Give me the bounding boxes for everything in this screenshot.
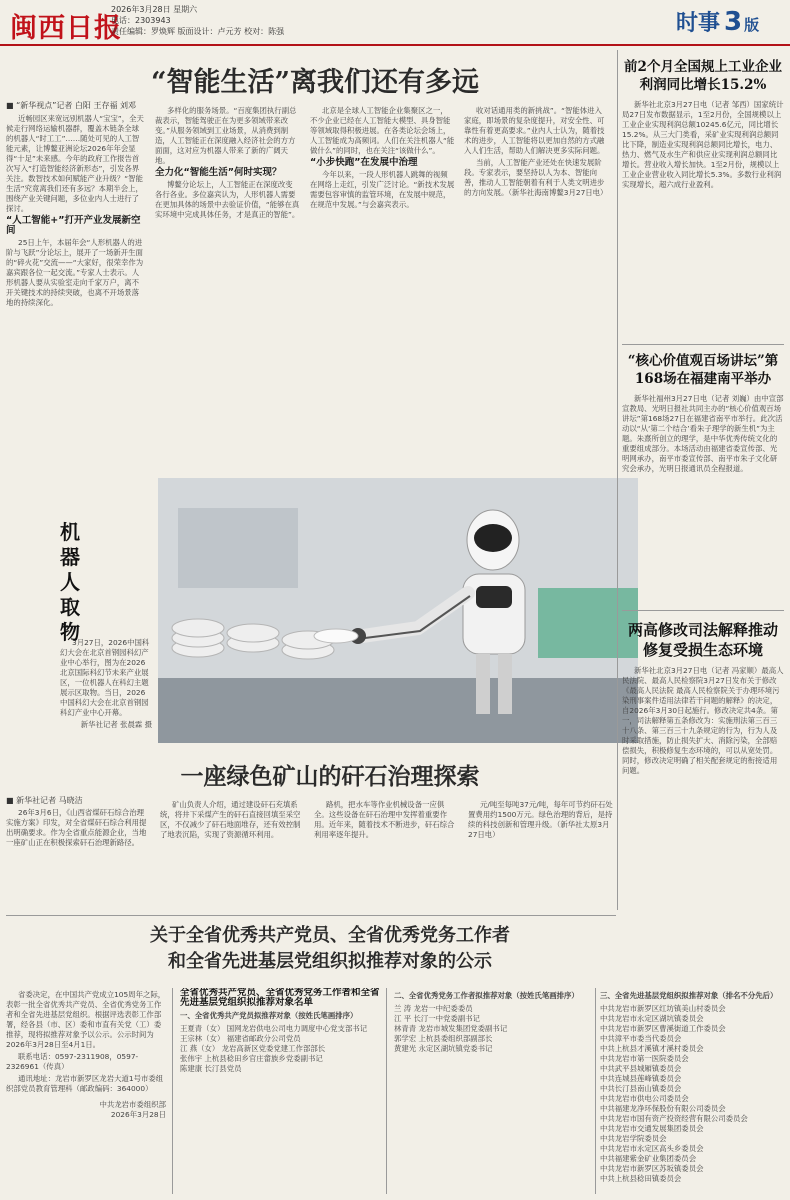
main-column-2: [155, 106, 300, 472]
robot-photo: [158, 478, 638, 743]
side3-headline: 两高修改司法解释推动修复受损生态环境: [627, 621, 778, 659]
divider: [6, 915, 616, 916]
list-item: 中共长汀县南山镇委员会: [600, 1084, 682, 1093]
notice-title-line-2: 和全省先进基层党组织拟推荐对象的公示: [168, 951, 492, 972]
list-item: 林青青 龙岩市城发集团党委副书记: [394, 1024, 508, 1033]
org-list: [600, 1004, 785, 1184]
main-column-1: [6, 114, 146, 472]
list-item: 黄建光 永定区湖坑镇党委书记: [394, 1044, 493, 1053]
notice-section-1: 一、全省优秀共产党员拟推荐对象（按姓氏笔画排序）: [180, 1011, 358, 1020]
main-byline: ■ “新华视点”记者 白阳 王存福 刘邓: [6, 101, 137, 110]
main-headline: “智能生活”离我们还有多远: [150, 67, 480, 98]
mine-paragraph: 矿山负责人介绍，通过建设矸石充填系统，将井下采煤产生的矸石直接回填至采空区，不仅减少了矸石地面堆存，还有效控制了地表沉陷，实现了资源循环利用。: [160, 800, 301, 839]
list-item: 中共武平县城厢镇委员会: [600, 1064, 682, 1073]
list-item: 张伟宇 上杭县稔田乡官庄畲族乡党委副书记: [180, 1054, 323, 1063]
divider: [386, 988, 387, 1194]
photo-vertical-title: 机器人取物: [60, 520, 80, 644]
list-item: 中共上杭县稔田镇委员会: [600, 1174, 682, 1183]
notice-intro: 省委决定，在中国共产党成立105周年之际，表彰一批全省优秀共产党员、全省优秀党务工作者和全省先进基层党组织。根据评选表彰工作部署，经各县（市、区）委和市直有关党（工）委推荐，现将拟推荐对象予以公示。公示时间为2026年3月28日至4月1日。: [6, 990, 166, 1049]
notice-signature-date: 2026年3月28日: [110, 1110, 166, 1119]
main-subhead-2: 全力化“智能生活”何时实现？: [155, 167, 282, 178]
main-subhead-1: “人工智能+”打开产业发展新空间: [6, 215, 141, 236]
notice-title-line-1: 关于全省优秀共产党员、全省优秀党务工作者: [150, 925, 510, 946]
notice-headline: [40, 923, 620, 975]
list-item: 中共连城县莲峰镇委员会: [600, 1074, 682, 1083]
list-item: 兰 涛 龙岩一中纪委委员: [394, 1004, 473, 1013]
photo-caption-box: [60, 638, 152, 743]
mine-paragraph: 元/吨至每吨37元/吨，每年可节约矸石处置费用约1500万元。绿色治理的背后，是持续的科技创新和管理升级。（新华社太原3月27日电）: [468, 800, 613, 839]
member-list-1: [180, 1024, 380, 1074]
main-paragraph: 收对话通用类的新挑战”。“智能体进入家庭，即场景的复杂度提升，对安全性、可靠性有着更高要求。”业内人士认为，随着技术的进步，人工智能将以更加自然的方式融入人们生活，帮助人们解决更多实际问题。: [464, 106, 605, 155]
side1-paragraph: 新华社北京3月27日电（记者 邹西）国家统计局27日发布数据显示，1至2月份，全国规模以上工业企业实现利润总额10245.6亿元，同比增长15.2%。从三大门类看，采矿业实现利润总额同比下降，制造业实现利润总额同比增长，电力、热力、燃气及水生产和供应业实现利润总额同比增长。营业收入增长加快。1至2月份，规模以上工业企业营业收入同比增长5.3%。多数行业利润实现增长，超六成行业盈利。: [622, 100, 784, 189]
notice-contact: 联系电话：0597-2311908，0597-2326961（传真）: [6, 1052, 139, 1071]
issue-date: 2026年3月28日 星期六: [111, 5, 198, 14]
main-paragraph: 当前，人工智能产业还处在快速发展阶段。专家表示，要坚持以人为本、智能向善，推动人工智能朝着有利于人类文明进步的方向发展。（新华社海南博鳌3月27日电）: [464, 158, 608, 197]
main-paragraph: 25日上午，本届年会“人形机器人的进阶与飞跃”分论坛上，展开了一场新开生面的“碎火花”交流——“大家好，很荣幸作为嘉宾跟各位一起交流。”专家人士表示。人形机器人要从实验室走向千家万户，离不开关键技术的持续突破，也离不开场景落地的持续深化。: [6, 238, 144, 307]
list-item: 中共龙岩市新罗区苏坂镇委员会: [600, 1164, 704, 1173]
side3-body: [622, 666, 784, 910]
list-item: 中共龙岩市第一医院委员会: [600, 1054, 689, 1063]
page-suffix: 版: [744, 16, 760, 34]
page-section: [676, 6, 759, 37]
list-item: 王宗林（女） 福建省邮政分公司党员: [180, 1034, 301, 1043]
side3-paragraph: 新华社北京3月27日电（记者 冯家顺）最高人民法院、最高人民检察院3月27日发布关于修改《最高人民法院 最高人民检察院关于办理环境污染刑事案件适用法律若干问题的解释》的决定，自2026年3月30日起施行。修改决定共4条。第一，司法解释第五条修改为：实施刑法第三百三十八条、第三百三十九条规定的行为，行为人及时采取措施，防止损失扩大、消除污染，全部赔偿损失，积极修复生态环境的，可以从宽处罚。同时，修改决定明确了相关配套规定的衔接适用问题。: [622, 666, 784, 775]
list-item: 中共福建龙净环保股份有限公司委员会: [600, 1104, 726, 1113]
list-item: 中共福建紫金矿业集团委员会: [600, 1154, 697, 1163]
list-item: 中共龙岩市新罗区曹溪街道工作委员会: [600, 1024, 726, 1033]
editor-credits: 责任编辑：罗焕辉 版面设计：卢元芳 校对：陈强: [111, 27, 285, 36]
notice-list-column-2: [394, 988, 590, 1194]
masthead: [0, 0, 790, 46]
side2-headline: “核心价值观百场讲坛”第168场在福建南平举办: [627, 353, 779, 387]
section-name: 时事: [676, 11, 721, 36]
photo-credit: 新华社记者 张晨霖 摄: [80, 720, 152, 729]
page-number: 3: [724, 7, 743, 37]
masthead-info: [111, 4, 284, 37]
list-item: 中共龙岩市供电公司委员会: [600, 1094, 689, 1103]
list-item: 中共龙岩市永定区湖坑镇委员会: [600, 1014, 704, 1023]
divider: [595, 988, 596, 1194]
list-item: 中共龙岩市新罗区红坊镇美山村委员会: [600, 1004, 726, 1013]
notice-section-3: 三、全省先进基层党组织拟推荐对象（排名不分先后）: [600, 991, 778, 1000]
notice-intro-column: [6, 990, 166, 1195]
notice-list-heading: 全省优秀共产党员、全省优秀党务工作者和全省先进基层党组织拟推荐对象名单: [180, 988, 380, 1008]
divider: [622, 344, 784, 345]
side2-paragraph: 新华社福州3月27日电（记者 刘巍）由中宣部宣教局、光明日报社共同主办的“核心价值观百场讲坛”第168场27日在福建省南平市举行。此次活动以“从‘第二个结合’看朱子理学的新生机”为主题。朱熹所创立的理学，是中华优秀传统文化的重要组成部分。本场活动由福建省委宣传部、光明网承办，南平市委宣传部、南平市朱子文化研究会承办，光明日报通讯员全程报道。: [622, 394, 784, 473]
list-item: 江 平 长汀一中党委副书记: [394, 1014, 480, 1023]
phone-line: 电话：2303943: [111, 16, 171, 25]
list-item: 中共漳平市委当代委员会: [600, 1034, 682, 1043]
divider: [172, 988, 173, 1194]
side1-body: [622, 100, 784, 340]
notice-section-2: 二、全省优秀党务工作者拟推荐对象（按姓氏笔画排序）: [394, 991, 579, 1000]
list-item: 江 燕（女） 龙岩高新区党委党建工作部部长: [180, 1044, 326, 1053]
main-subhead-3: “小步快跑”在发展中治理: [310, 157, 418, 168]
notice-list-column-1: [180, 988, 380, 1194]
notice-signature-org: 中共龙岩市委组织部: [99, 1100, 166, 1109]
list-item: 中共龙岩市国有资产投资经营有限公司委员会: [600, 1114, 748, 1123]
main-column-4: [464, 106, 609, 472]
mine-column-3: [314, 800, 459, 908]
notice-org-column: [600, 988, 785, 1194]
list-item: 中共龙岩学院委员会: [600, 1134, 667, 1143]
side2-body: [622, 394, 784, 604]
mine-byline: ■ 新华社记者 马晓洁: [6, 796, 83, 805]
main-paragraph: 今年以来，一段人形机器人跳舞的视频在网络上走红，引发广泛讨论。“新技术发展需要包容审慎的监管环境，在发展中规范，在规范中发展。”与会嘉宾表示。: [310, 170, 455, 209]
member-list-2: [394, 1004, 590, 1054]
mine-headline: 一座绿色矿山的矸石治理探索: [180, 763, 480, 790]
main-column-3: [310, 106, 455, 472]
mine-paragraph: 26年3月6日，《山西省煤矸石综合治理实施方案》印发，对全省煤矸石综合利用提出明确要求。作为全省重点能源企业，当地一座矿山正在积极探索矸石治理新路径。: [6, 808, 147, 847]
notice-address: 通讯地址：龙岩市新罗区龙岩大道1号市委组织部党员教育管理科（邮政编码：364000）: [6, 1074, 164, 1093]
main-paragraph: 多样化的服务场景。“百度集团执行副总裁表示，智能驾驶正在为更多领域带来改变。”从服务领域到工业场景，从消费到制造，人工智能正在深度融入经济社会的方方面面，这对应为机器人带来了新的广阔天地。: [155, 106, 297, 165]
newspaper-logo: 闽西日报: [10, 13, 122, 44]
main-paragraph: 北京是全球人工智能企业集聚区之一，不少企业已经在人工智能大模型、具身智能等领域取得积极进展。在各类论坛会场上，人工智能成为高频词。人们在关注机器人“能做什么”的同时，也在关注“该做什么”。: [310, 106, 455, 155]
list-item: 中共龙岩市交通发展集团委员会: [600, 1124, 704, 1133]
divider: [617, 50, 618, 910]
photo-caption: 3月27日，2026中国科幻大会在北京首钢园科幻产业中心举行，图为在2026北京国际科幻节未来产业展区，一位机器人在科幻主题展示区取物。当日，2026中国科幻大会在北京首钢园科幻产业中心开幕。: [60, 638, 150, 717]
divider: [622, 610, 784, 611]
mine-column-2: [160, 800, 305, 908]
list-item: 中共龙岩市永定区高头乡委员会: [600, 1144, 704, 1153]
robot-illustration: [158, 478, 638, 743]
mine-column-1: [6, 808, 151, 908]
list-item: 郭学宏 上杭县委组织部副部长: [394, 1034, 493, 1043]
list-item: 王夏青（女） 国网龙岩供电公司电力调度中心党支部书记: [180, 1024, 368, 1033]
mine-paragraph: 路机，把水车等作业机械设备一应俱全。这些设备在矸石治理中发挥着重要作用。近年来，随着技术不断进步，矸石综合利用率逐年提升。: [314, 800, 455, 839]
main-paragraph: 博鳌分论坛上，人工智能正在深度改变各行各业。多位嘉宾认为，人形机器人需要在更加具体的场景中去验证价值，“能够在真实环境中完成具体任务，才是真正的智能”。: [155, 180, 300, 219]
list-item: 陈建康 长汀县党员: [180, 1064, 242, 1073]
side1-headline: 前2个月全国规上工业企业利润同比增长15.2%: [624, 59, 782, 93]
mine-column-4: [468, 800, 613, 908]
list-item: 中共上杭县才溪镇才溪村委员会: [600, 1044, 704, 1053]
main-paragraph: 近畅园区来宽远别机器人“宝宝”，全天候走行网络运输机器群，覆盖木链条全球的机器人“时工工”……随处可见的人工智能元素，让博鳌亚洲论坛2026年年会显得“十足”未来感。今年的政府工作报告首次写入“打造智能经济新形态”，引发各界关注。数智技术如何赋能产业升级？“智能生活”究竟离我们还有多远？本期半会上，围绕产业关键问题，多位业内人士进行了探讨。: [6, 114, 144, 213]
